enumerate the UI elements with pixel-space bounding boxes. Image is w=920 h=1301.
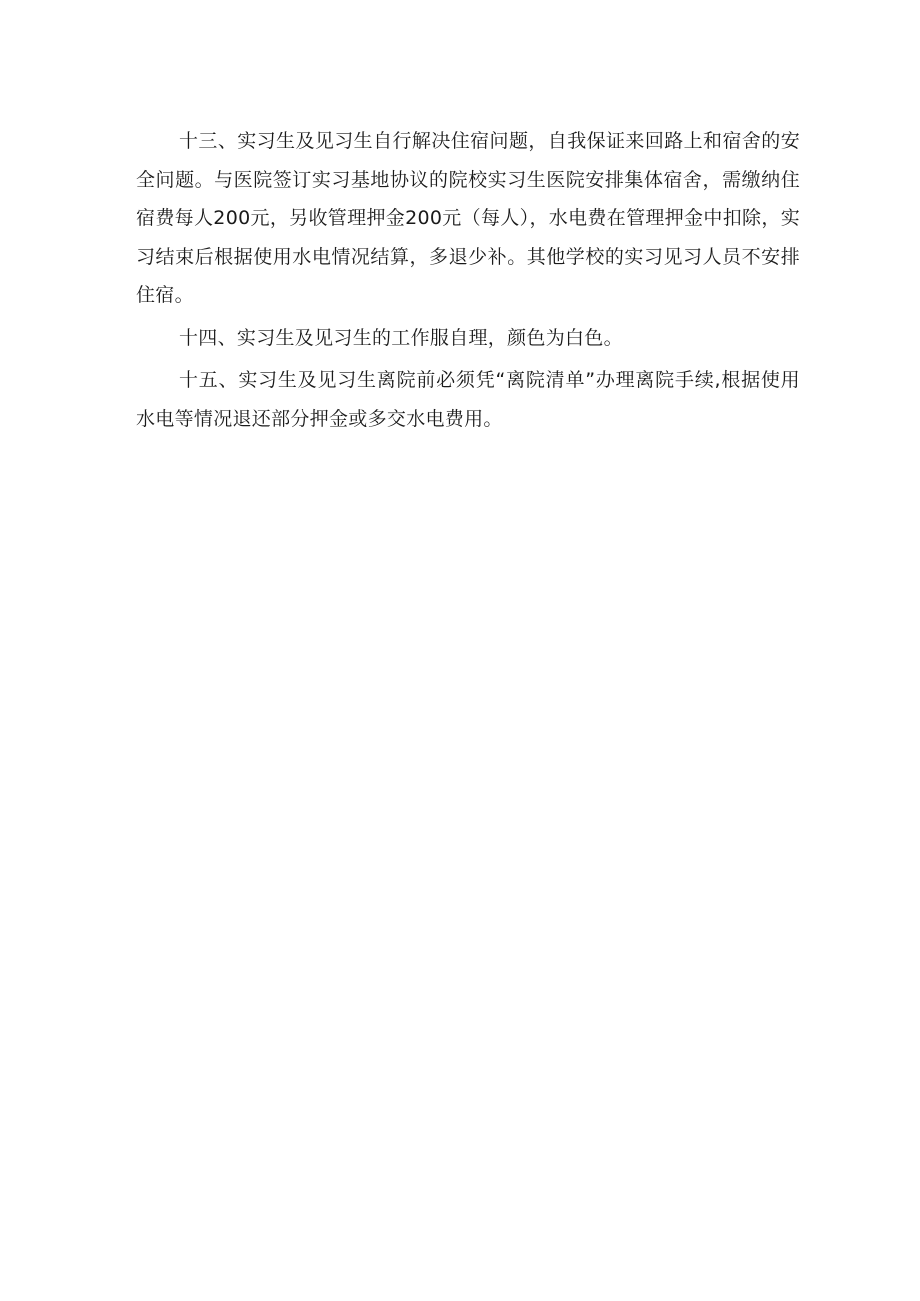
paragraph-15: 十五、实习生及见习生离院前必须凭“离院清单”办理离院手续,根据使用水电等情况退还部分押金或多交水电费用。: [136, 369, 800, 430]
document-body: [136, 122, 800, 442]
paragraph-13: 十三、实习生及见习生自行解决住宿问题，自我保证来回路上和宿舍的安全问题。与医院签订实习基地协议的院校实习生医院安排集体宿舍，需缴纳住宿费每人200元，另收管理押金200元（每人），水电费在管理押金中扣除，实习结束后根据使用水电情况结算，多退少补。其他学校的实习见习人员不安排住宿。: [136, 130, 800, 306]
paragraph-14: 十四、实习生及见习生的工作服自理，颜色为白色。: [179, 326, 623, 349]
